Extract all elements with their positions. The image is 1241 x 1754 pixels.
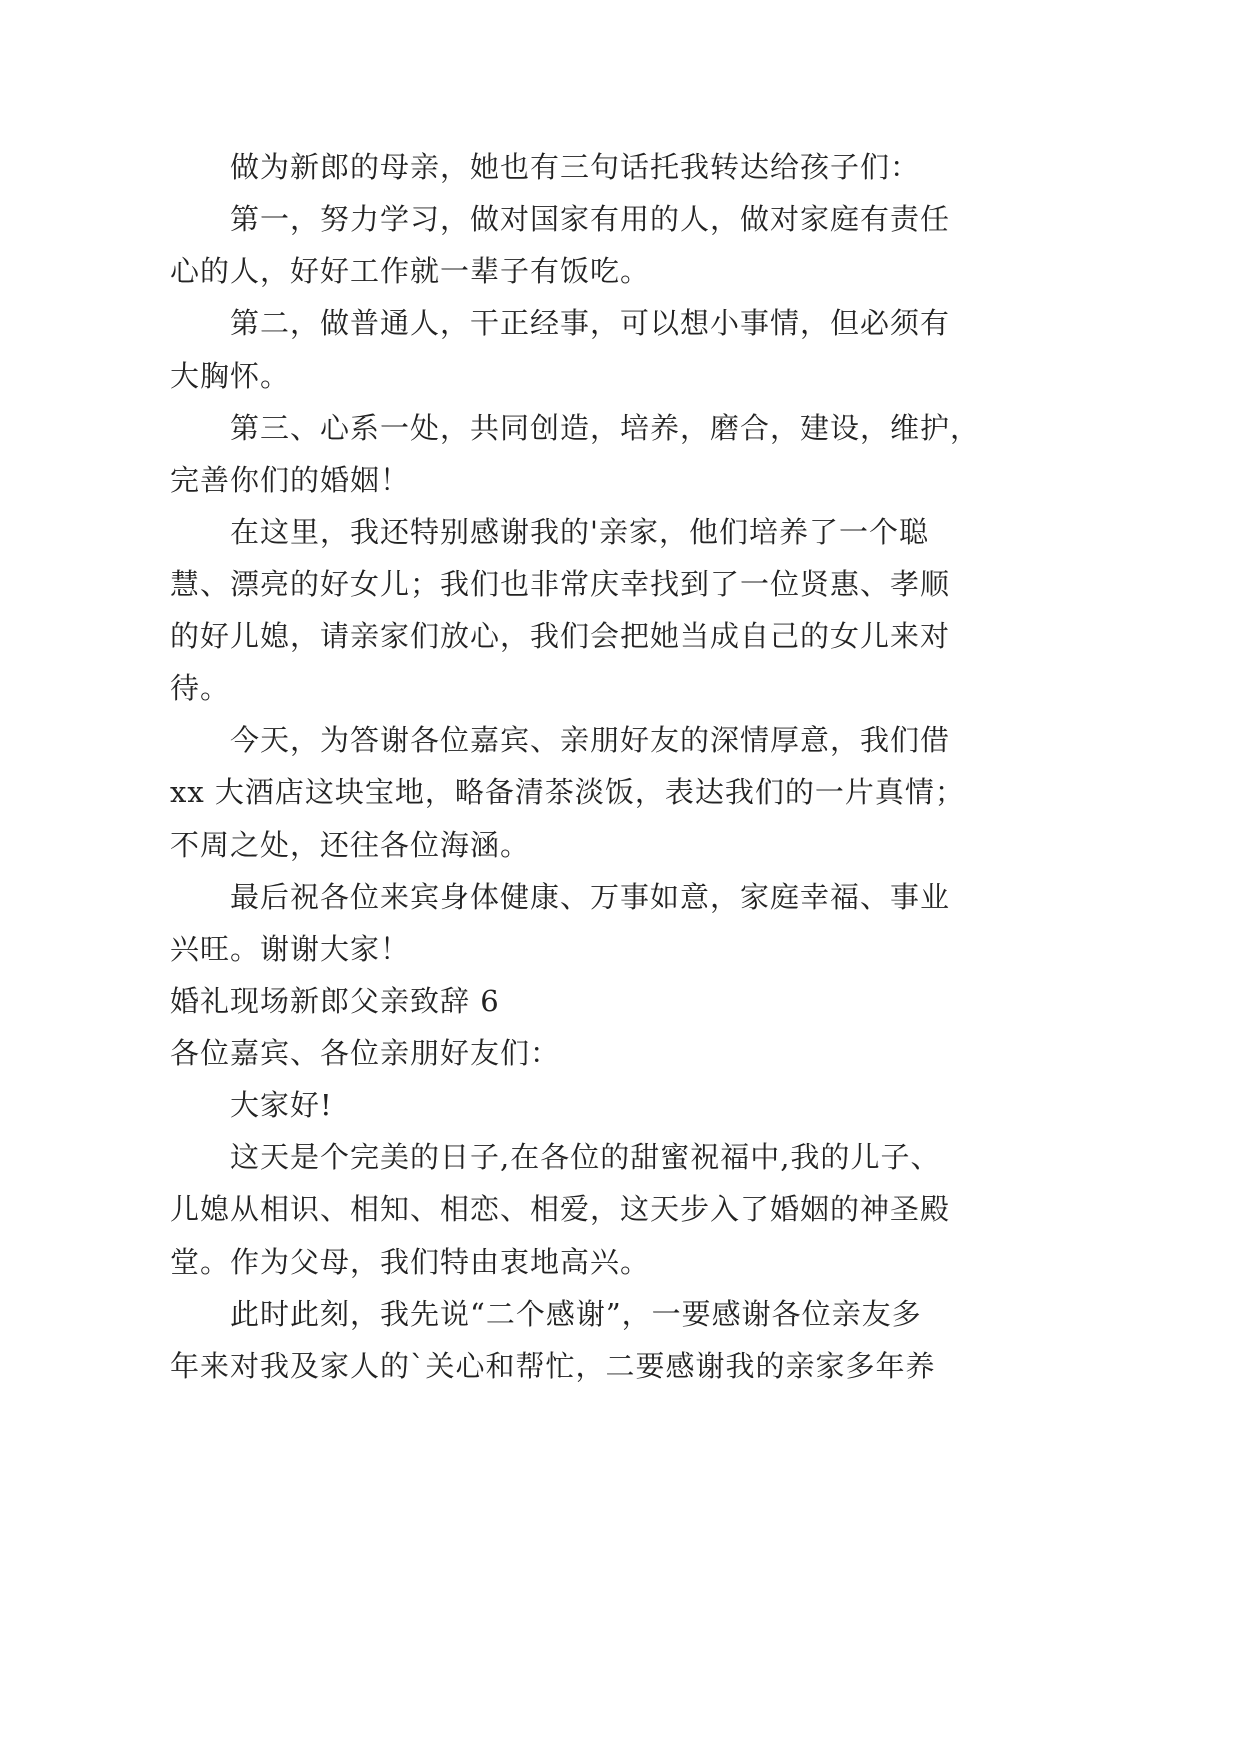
- text-line: 此时此刻，我先说“二个感谢”，一要感谢各位亲友多: [230, 1297, 922, 1331]
- text-line: 第二，做普通人，干正经事，可以想小事情，但必须有: [230, 306, 951, 340]
- text-line: 第一，努力学习，做对国家有用的人，做对家庭有责任: [230, 202, 951, 236]
- text-line: 的好儿媳，请亲家们放心，我们会把她当成自己的女儿来对: [170, 619, 951, 653]
- text-line: 兴旺。谢谢大家！: [170, 932, 411, 966]
- text-line: 大胸怀。: [170, 359, 291, 393]
- text-line: 待。: [170, 671, 231, 705]
- text-line: 完善你们的婚姻！: [170, 463, 411, 497]
- text-line: 堂。作为父母，我们特由衷地高兴。: [170, 1245, 651, 1279]
- salutation: 各位嘉宾、各位亲朋好友们：: [170, 1036, 561, 1070]
- text-line: 慧、漂亮的好女儿；我们也非常庆幸找到了一位贤惠、孝顺: [170, 567, 951, 601]
- greeting: 大家好!: [230, 1088, 333, 1122]
- text-line: 做为新郎的母亲，她也有三句话托我转达给孩子们：: [230, 150, 921, 184]
- text-line: 第三、心系一处，共同创造，培养，磨合，建设，维护，: [230, 411, 981, 445]
- section-heading: 婚礼现场新郎父亲致辞 6: [170, 984, 500, 1018]
- text-line: 在这里，我还特别感谢我的'亲家，他们培养了一个聪: [230, 515, 929, 549]
- text-line: 儿媳从相识、相知、相恋、相爱，这天步入了婚姻的神圣殿: [170, 1192, 951, 1226]
- text-line: 心的人，好好工作就一辈子有饭吃。: [170, 254, 651, 288]
- text-line: 年来对我及家人的`关心和帮忙，二要感谢我的亲家多年养: [170, 1349, 936, 1383]
- text-line: 今天，为答谢各位嘉宾、亲朋好友的深情厚意，我们借: [230, 723, 951, 757]
- text-line: 这天是个完美的日子,在各位的甜蜜祝福中,我的儿子、: [230, 1140, 941, 1174]
- text-line: 最后祝各位来宾身体健康、万事如意，家庭幸福、事业: [230, 880, 951, 914]
- text-line: 不周之处，还往各位海涵。: [170, 828, 531, 862]
- text-line: xx 大酒店这块宝地，略备清茶淡饭，表达我们的一片真情；: [170, 775, 965, 809]
